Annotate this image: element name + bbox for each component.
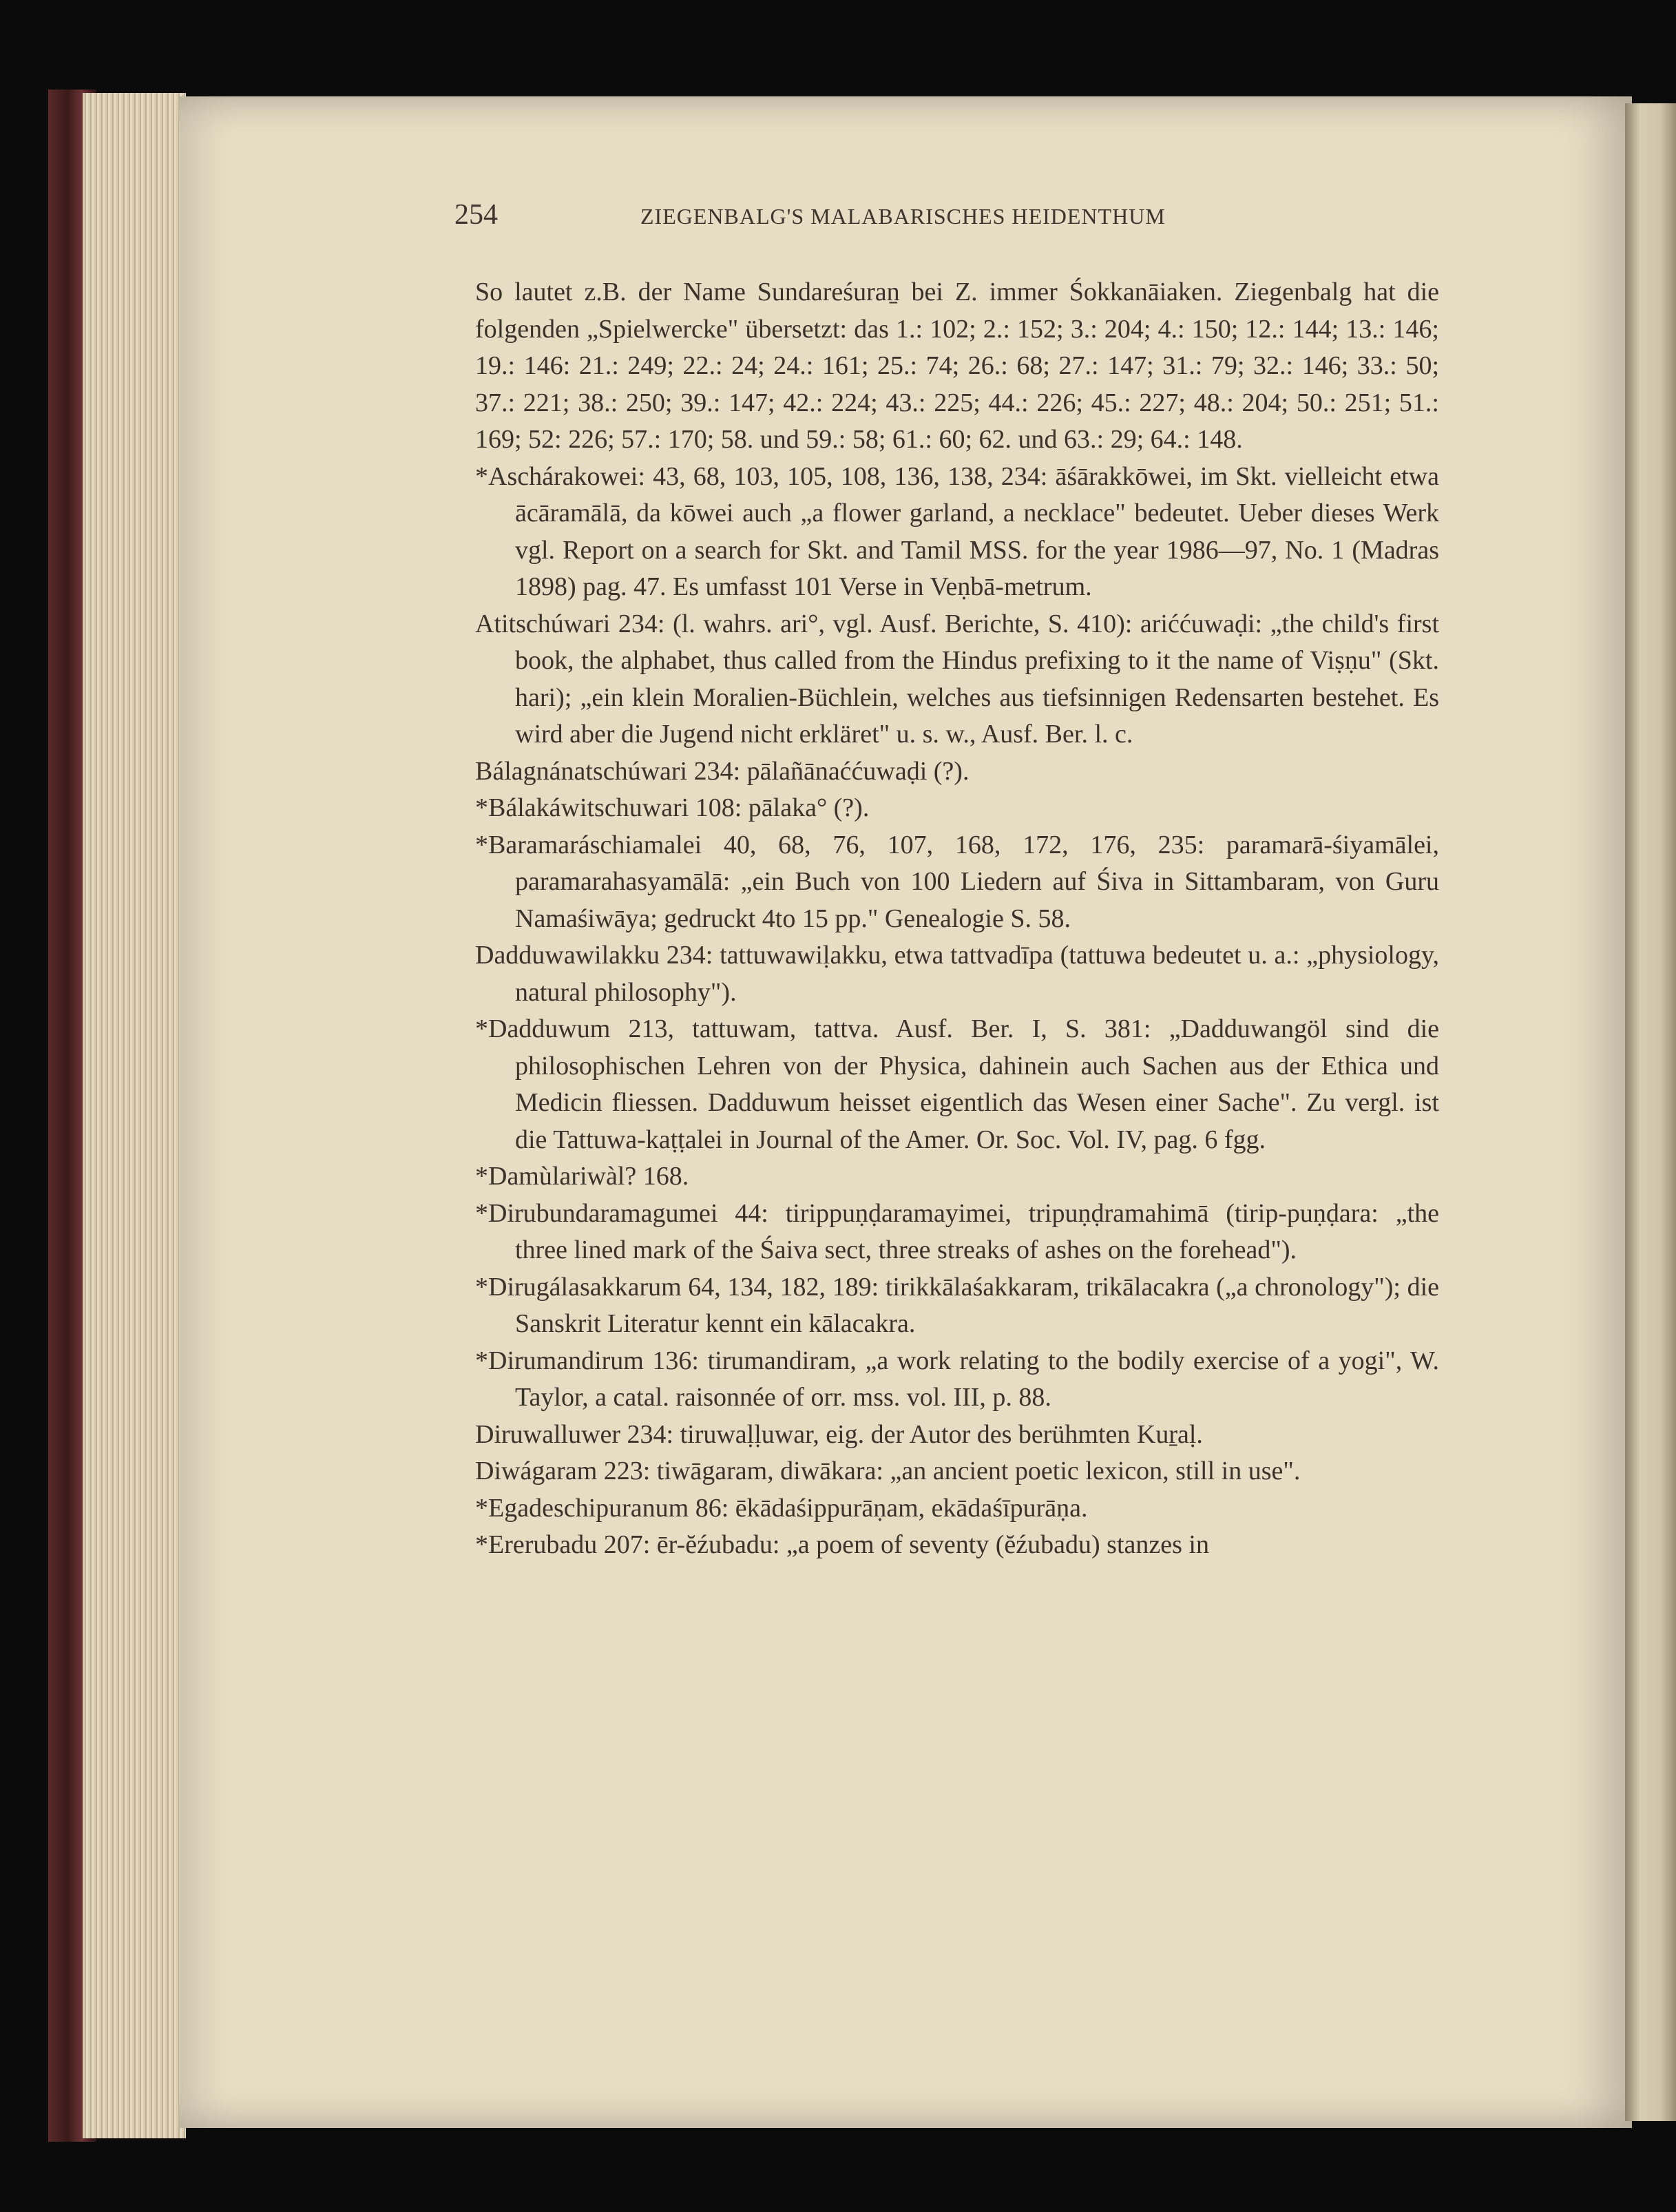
book-gutter (1625, 103, 1676, 2121)
page-header (454, 198, 1453, 240)
running-title: ZIEGENBALG'S MALABARISCHES HEIDENTHUM (640, 204, 1166, 229)
entry-dadduwum: *Dadduwum 213, tattuwam, tattva. Ausf. Ber. I, S. 381: „Dadduwangöl sind die philosophischen Lehren von der Physica, dahinein auch Sachen aus der Ethica und Medicin fliessen. Dadduwum heisset eigentlich das Wesen einer Sache". Zu vergl. ist die Tattuwa-kaṭṭalei in Journal of the Amer. Or. Soc. Vol. IV, pag. 6 fgg. (475, 1014, 1439, 1154)
entry-dadduwawilakku: Dadduwawilakku 234: tattuwawiḷakku, etwa tattvadīpa (tattuwa bedeutet u. a.: „physiology, natural philosophy"). (475, 941, 1439, 1007)
entry-damulariwal: *Damùlariwàl? 168. (475, 1162, 689, 1191)
entry-baramaraschiamalei: *Baramaráschiamalei 40, 68, 76, 107, 168, 172, 176, 235: paramarā-śiyamālei, paramarahasyamālā: „ein Buch von 100 Liedern auf Śiva in Sittambaram, von Guru Namaśiwāya; gedruckt 4to 15 pp." Genealogie S. 58. (475, 830, 1439, 933)
entry-dirubundaramagumei: *Dirubundaramagumei 44: tirippuṇḍaramayimei, tripuṇḍramahimā (tirip-puṇḍara: „the three lined mark of the Śaiva sect, three streaks of ashes on the forehead"). (475, 1198, 1439, 1264)
entry-dirugalasakkarum: *Dirugálasakkarum 64, 134, 182, 189: tirikkālaśakkaram, trikālacakra („a chronology"); die Sanskrit Literatur kennt ein kālacakra. (475, 1272, 1439, 1338)
entry-dirumandirum: *Dirumandirum 136: tirumandiram, „a work relating to the bodily exercise of a yogi", W. Taylor, a catal. raisonnée of orr. mss. vol. III, p. 88. (475, 1346, 1439, 1412)
page-edges (83, 93, 186, 2138)
entry-ererubadu: *Ererubadu 207: ēr-ĕźubadu: „a poem of seventy (ĕźubadu) stanzes in (475, 1530, 1209, 1559)
entry-egadeschipuranum: *Egadeschipuranum 86: ēkādaśippurāṇam, ekādaśīpurāṇa. (475, 1493, 1088, 1523)
entry-atitschuwari: Atitschúwari 234: (l. wahrs. ari°, vgl. Ausf. Berichte, S. 410): ariććuwaḍi: „the child's first book, the alphabet, thus called from the Hindus prefixing to it the name of Viṣṇu" (Skt. hari); „ein klein Moralien-Büchlein, welches aus tiefsinnigen Redensarten bestehet. Es wird aber die Jugend nicht erkläret" u. s. w., Ausf. Ber. l. c. (475, 609, 1439, 749)
intro-paragraph: So lautet z.B. der Name Sundareśuraṉ bei Z. immer Śokkanāiaken. Ziegenbalg hat die folgenden „Spielwercke" übersetzt: das 1.: 102; 2.: 152; 3.: 204; 4.: 150; 12.: 144; 13.: 146; 19.: 146: 21.: 249; 22.: 24; 24.: 161; 25.: 74; 26.: 68; 27.: 147; 31.: 79; 32.: 146; 33.: 50; 37.: 221; 38.: 250; 39.: 147; 42.: 224; 43.: 225; 44.: 226; 45.: 227; 48.: 204; 50.: 251; 51.: 169; 52: 226; 57.: 170; 58. und 59.: 58; 61.: 60; 62. und 63.: 29; 64.: 148. (475, 278, 1439, 454)
entry-balakawitschuwari: *Bálakáwitschuwari 108: pālaka° (?). (475, 793, 870, 822)
entry-balagnanatschuwari: Bálagnánatschúwari 234: pālañānaććuwaḍi (?). (475, 756, 970, 786)
entry-diruwalluwer: Diruwalluwer 234: tiruwaḷḷuwar, eig. der Autor des berühmten Kuṟaḷ. (475, 1419, 1203, 1449)
page-body (475, 274, 1439, 1564)
entry-diwagaram: Diwágaram 223: tiwāgaram, diwākara: „an ancient poetic lexicon, still in use". (475, 1457, 1301, 1485)
page-number: 254 (454, 199, 498, 231)
entry-ascharakowei: *Aschárakowei: 43, 68, 103, 105, 108, 136, 138, 234: āśārakkōwei, im Skt. vielleicht etwa ācāramālā, da kōwei auch „a flower garland, a necklace" bedeutet. Ueber dieses Werk vgl. Report on a search for Skt. and Tamil MSS. for the year 1986—97, No. 1 (Madras 1898) pag. 47. Es umfasst 101 Verse in Veṇbā-metrum. (475, 461, 1439, 601)
